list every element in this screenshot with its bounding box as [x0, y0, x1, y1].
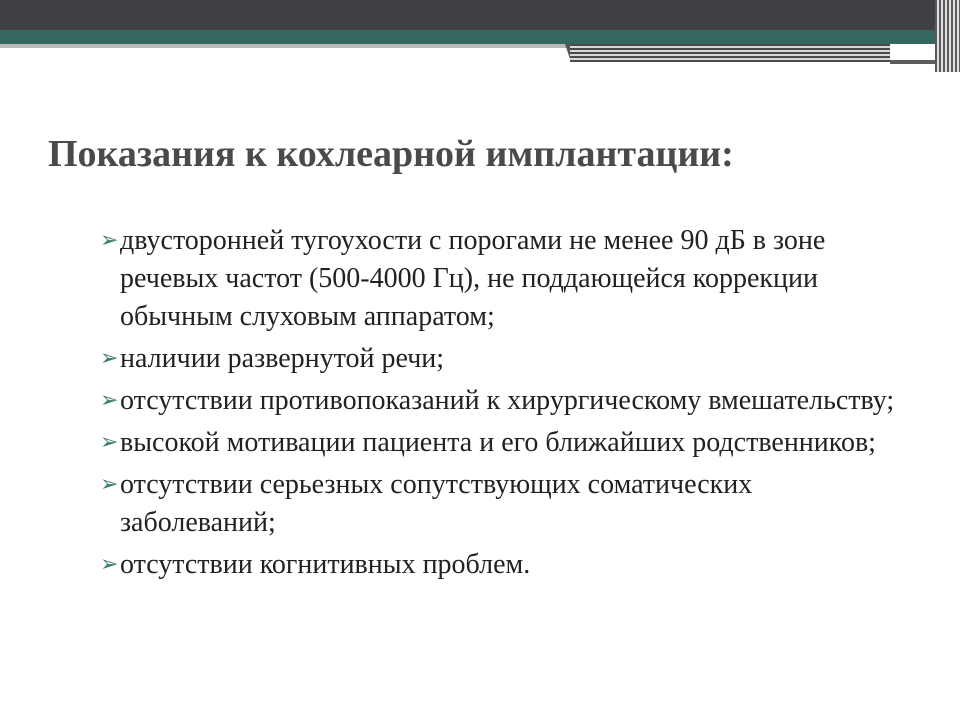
arrowhead-bullet-icon: ➢: [100, 472, 119, 497]
bullet-list: [100, 222, 900, 588]
header-dark-band: [0, 0, 935, 30]
bullet-item: [100, 466, 900, 542]
bullet-text: высокой мотивации пациента и его ближайших родственников;: [120, 427, 876, 458]
header-accent-line: [890, 60, 935, 64]
arrowhead-bullet-icon: ➢: [100, 430, 119, 455]
bullet-item: [100, 424, 900, 462]
bullet-text: двусторонней тугоухости с порогами не менее 90 дБ в зоне речевых частот (500-4000 Гц), не поддающейся коррекции обычным слуховым аппаратом;: [120, 225, 826, 332]
arrowhead-bullet-icon: ➢: [100, 552, 119, 577]
slide-title: Показания к кохлеарной имплантации:: [48, 133, 734, 175]
arrowhead-bullet-icon: ➢: [100, 228, 119, 253]
bullet-text: отсутствии когнитивных проблем.: [120, 549, 531, 580]
arrowhead-bullet-icon: ➢: [100, 388, 119, 413]
header-striped-band: [570, 44, 890, 62]
header-teal-band: [0, 30, 935, 44]
bullet-item: [100, 382, 900, 420]
bullet-item: [100, 546, 900, 584]
bullet-text: отсутствии серьезных сопутствующих соматических заболеваний;: [120, 469, 753, 538]
bullet-text: отсутствии противопоказаний к хирургическому вмешательству;: [120, 385, 895, 416]
bullet-item: [100, 222, 900, 336]
header-gray-line: [0, 44, 570, 48]
bullet-text: наличии развернутой речи;: [120, 343, 445, 374]
arrowhead-bullet-icon: ➢: [100, 346, 119, 371]
bullet-item: [100, 340, 900, 378]
header-right-stripes: [935, 0, 960, 72]
